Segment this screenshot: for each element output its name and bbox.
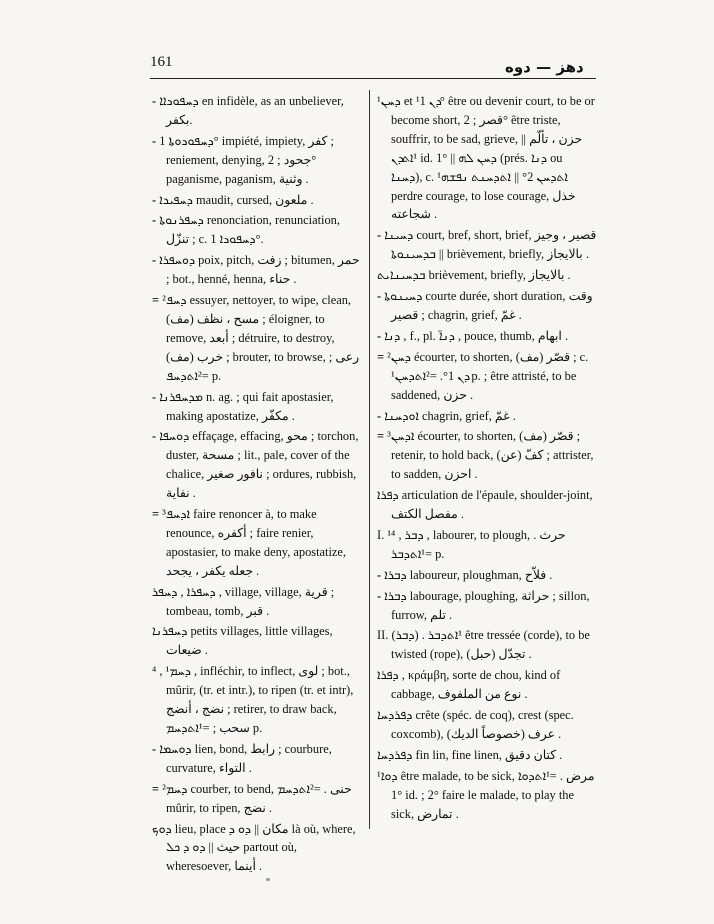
header-rule <box>150 78 596 79</box>
dictionary-entry <box>377 767 597 824</box>
entry-text: ܕܘܟ lieu, place مكان || ܕܘ ܕ là où, where, حيث || ܕܘ ܕ ܟܠ partout où, wheresoever, أينما . <box>152 821 356 874</box>
dictionary-entry: - ܕܚܝܢܘܬܐ courte durée, short duration, وقت قصير ; chagrin, grief, غمّ . <box>377 289 593 322</box>
dictionary-entry <box>377 266 597 285</box>
dictionary-entry <box>377 526 597 564</box>
entry-text: ܕܚܝܢܐ court, bref, short, brief, قصير ، وجيز || ܒܕܚܝܢܘܬܐ brièvement, briefly, بالايجاز . <box>384 228 597 262</box>
left-column <box>152 92 362 878</box>
entry-text: ܕܚܦ² essuyer, nettoyer, to wipe, clean, مسح ، نظف (مف) ; éloigner, to remove, أبعد ; détruire, to destroy, خرب (مف) ; brouter, to browse, رعى ; =²ܐܬܕܚܦ p. <box>162 293 360 383</box>
entry-text: ܕܦܪܐ , κράμβη, sorte de chou, kind of cabbage, نوع من الملفوف . <box>377 668 561 702</box>
dictionary-entry: - ܕܚܦܘܖܐܐ en infidèle, as an unbeliever, بكفر. <box>152 94 344 127</box>
entry-text: ܕܚܦܪܢܘܬܐ renonciation, renunciation, تنزّل ; c. ܕܚܦܘܖܐ 1°. <box>159 213 340 247</box>
entry-text: ²ܕܚܢ écourter, to shorten, (مف) قصّر ; c. ¹ܕܢ 1°. =²ܐܬܕܚܢ p. ; être attristé, to be saddened, حزن . <box>387 349 589 402</box>
dictionary-entry: - ܕܚܦܪܢܘܬܐ renonciation, renunciation, تنزّل ; c. ܕܚܦܘܖܐ 1°. <box>152 213 340 247</box>
dictionary-entry: - ܕܒܪܐ labourage, ploughing, حراثة ; sillon, furrow, تلم . <box>377 588 590 622</box>
entry-text: ܕܚܝܢܘܬܐ courte durée, short duration, وقت قصير ; chagrin, grief, غمّ . <box>384 289 593 322</box>
entry-text: ܕܚܡ¹ , ⁴ , infléchir, to inflect, لوى ; bot., mûrir, (tr. et intr.), to ripen (tr. et intr), نضج ، أنضج ; retirer, to draw back, سحب ; =¹ܐܬܕܚܡ p. <box>152 664 354 735</box>
dictionary-entry <box>377 92 597 224</box>
dictionary-entry: - ܕܘܚܦܐ effaçage, effacing, محو ; torchon, duster, مسحة ; lit., pale, cover of the chalice, نافور صغير ; ordures, rubbish, نفاية . <box>152 429 359 501</box>
dictionary-entry: - ܕܚܦܝܖܐ maudit, cursed, ملعون . <box>152 192 314 207</box>
entry-text: ܕܚܦܝܖܐ maudit, cursed, ملعون . <box>159 192 314 207</box>
dictionary-entry <box>377 486 597 524</box>
dictionary-entry: - ܕܒܪܐ laboureur, ploughman, فلاّح . <box>377 567 553 582</box>
dictionary-entry: - ܡܕܚܦܪܢܐ n. ag. ; qui fait apostasier, making apostatize, مكفّر . <box>152 389 334 423</box>
entry-text: ܕܦܪܕܚܐ fin lin, fine linen, كتان دقيق . <box>377 747 563 762</box>
entry-text: ܕܚܡ² courber, to bend, حنى . =²ܐܬܕܚܡ mûrir, to ripen, نضج . <box>162 781 352 815</box>
dictionary-entry <box>152 820 362 877</box>
entry-text: ܕܒܪܐ labourage, ploughing, حراثة ; sillon, furrow, تلم . <box>384 588 590 622</box>
entry-text: ܕܘܚܦܐ effaçage, effacing, محو ; torchon, duster, مسحة ; lit., pale, cover of the chalice, نافور صغير ; ordures, rubbish, نفاية . <box>159 429 359 501</box>
entry-text: II. (ܕܒܪ) . ¹ܐܬܕܒܪ être tressée (corde), to be twisted (rope), تجدّل (حبل) . <box>377 628 590 662</box>
entry-text: ³ܐܕܚܢ écourter, to shorten, (مف) قصّر ; retenir, to hold back, كفّ (عن) ; attrister, to sadden, احزن . <box>387 429 594 482</box>
dictionary-entry <box>377 746 597 765</box>
column-divider <box>369 90 370 829</box>
dictionary-entry <box>152 622 362 660</box>
dictionary-entry: = ܕܚܡ² courber, to bend, حنى . =²ܐܬܕܚܡ mûrir, to ripen, نضج . <box>152 781 352 815</box>
dictionary-entry: - ܕܚܝܢܐ court, bref, short, brief, قصير ، وجيز || ܒܕܚܝܢܘܬܐ brièvement, briefly, بالايجاز . <box>377 228 597 262</box>
dictionary-entry <box>152 662 362 738</box>
entry-text: ܕܘܚܡܐ lien, bond, رابط ; courbure, curvature, التواء . <box>159 741 332 775</box>
entry-text: ܕܚܦܘܖܐܐ en infidèle, as an unbeliever, بكفر. <box>159 94 344 127</box>
running-head: دهز — دوه <box>505 58 584 76</box>
entry-text: ܕܢܐ , f., pl. ܕܢܐ̈ , pouce, thumb, ابهام . <box>384 328 569 343</box>
entry-text: ܡܕܚܦܪܢܐ n. ag. ; qui fait apostasier, making apostatize, مكفّر . <box>159 389 334 423</box>
dictionary-entry: = ²ܕܚܢ écourter, to shorten, (مف) قصّر ; c. ¹ܕܢ 1°. =²ܐܬܕܚܢ p. ; être attristé, to be saddened, حزن . <box>377 349 589 402</box>
dictionary-entry: = ܐܕܚܦ³ faire renoncer à, to make renounce, أكفره ; faire renier, apostasier, to make deny, apostatize, جعله يكفر ، يجحد . <box>152 507 347 578</box>
dictionary-entry <box>152 583 362 621</box>
dictionary-entry: - ܐܘܕܚܢܐ chagrin, grief, غمّ . <box>377 408 516 423</box>
entry-text: ܐܘܕܚܢܐ chagrin, grief, غمّ . <box>384 408 516 423</box>
entry-text: I. ¹ܕܒܪ , ⁴ , labourer, to plough, حرث . =¹ܐܬܕܒܪ p. <box>377 527 566 561</box>
dictionary-entry: - ܕܘܚܦܪܐ poix, pitch, زفت ; bitumen, حمر ; bot., henné, henna, حناء . <box>152 253 360 287</box>
dictionary-entry <box>377 666 597 704</box>
entry-text: ܕܚܦܪܐ , ܕܚܦܪ , village, village, قرية ; tombeau, tomb, قبر . <box>152 584 335 618</box>
entry-text: ¹ܕܚܢ et ¹ܕܢ 1° être ou devenir court, to be or become short, قصر ; 2° être triste, souffrir, to be sad, grieve, حزن ، تألّم || ¹ܐܬܕܢ id. 1° || ܕܚܢ ܠܗ (prés. ܕܢܐ ou ܕܚܢܐ), c. ¹ܐܬܕܚܢ 2° || ܐܬܕܚܢܬ ܢܦܫܗ perdre courage, to lose courage, خذل شجاعته . <box>377 94 595 222</box>
dictionary-entry: - ܕܢܐ , f., pl. ܕܢܐ̈ , pouce, thumb, ابهام . <box>377 328 569 343</box>
entry-text: ܕܘܚܦܪܐ poix, pitch, زفت ; bitumen, حمر ; bot., henné, henna, حناء . <box>159 253 360 287</box>
page-number: 161 <box>150 54 173 70</box>
right-column <box>377 92 597 826</box>
dictionary-entry: - ܕܚܦܘܖܘܬܐ 1° impiété, impiety, كفر ; reniement, denying, جحود ; 2° paganisme, paganism, وثنية . <box>152 133 334 186</box>
entry-text: ܕܦܪܐ articulation de l'épaule, shoulder-joint, مفصل الكتف . <box>377 488 593 522</box>
entry-text: ¹ܕܘܐ être malade, to be sick, مرض . =¹ܐܬܕܘܐ 1° id. ; 2° faire le malade, to play the sick, تمارض . <box>377 768 595 821</box>
dictionary-entry: = ܕܚܦ² essuyer, nettoyer, to wipe, clean, مسح ، نظف (مف) ; éloigner, to remove, أبعد ; détruire, to destroy, خرب (مف) ; brouter, to browse, رعى ; =²ܐܬܕܚܦ p. <box>152 293 360 383</box>
dictionary-entry: - ܕܘܚܡܐ lien, bond, رابط ; courbure, curvature, التواء . <box>152 741 332 775</box>
dictionary-entry: = ³ܐܕܚܢ écourter, to shorten, (مف) قصّر ; retenir, to hold back, كفّ (عن) ; attrister, to sadden, احزن . <box>377 429 594 482</box>
entry-text: ܒܕܚܝܢܐܝܬ brièvement, briefly, بالايجاز . <box>377 268 571 283</box>
entry-text: ܕܚܦܪܢܐ petits villages, little villages, ضيعات . <box>152 624 333 658</box>
dictionary-entry <box>377 706 597 744</box>
entry-text: ܕܦܪܕܚܐ crête (spéc. de coq), crest (spec. coxcomb), عرف (خصوصاً الديك) . <box>377 708 574 741</box>
page-speck <box>266 878 270 881</box>
dictionary-entry <box>377 626 597 664</box>
entry-text: ܐܕܚܦ³ faire renoncer à, to make renounce, أكفره ; faire renier, apostasier, to make deny, apostatize, جعله يكفر ، يجحد . <box>162 507 347 578</box>
entry-text: ܕܚܦܘܖܘܬܐ 1° impiété, impiety, كفر ; reniement, denying, جحود ; 2° paganisme, paganism, وثنية . <box>159 133 334 186</box>
entry-text: ܕܒܪܐ laboureur, ploughman, فلاّح . <box>384 567 553 582</box>
